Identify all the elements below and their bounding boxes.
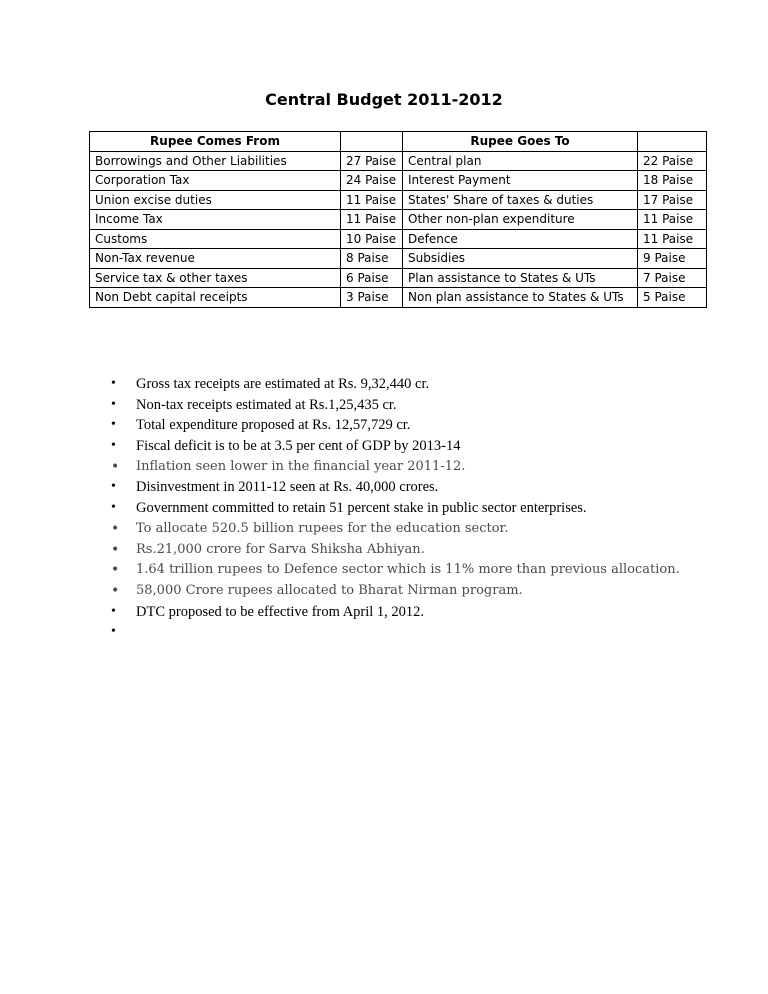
list-item-empty — [0, 622, 680, 643]
source-amount-cell: 11 Paise — [341, 210, 403, 230]
table-row — [90, 190, 707, 210]
list-item: • Fiscal deficit is to be at 3.5 per cent of GDP by 2013-14 — [0, 436, 680, 457]
source-amount-cell: 8 Paise — [341, 249, 403, 269]
use-amount-cell: 11 Paise — [638, 229, 707, 249]
source-amount-cell: 10 Paise — [341, 229, 403, 249]
source-amount-cell: 24 Paise — [341, 171, 403, 191]
use-amount-cell: 7 Paise — [638, 268, 707, 288]
table-header-row — [90, 132, 707, 152]
use-amount-cell: 22 Paise — [638, 151, 707, 171]
list-item: • Government committed to retain 51 percent stake in public sector enterprises. — [0, 498, 680, 519]
list-item: • Rs.21,000 crore for Sarva Shiksha Abhiyan. — [0, 540, 680, 561]
source-amount-cell: 11 Paise — [341, 190, 403, 210]
source-cell: Non Debt capital receipts — [90, 288, 341, 308]
list-item: • 1.64 trillion rupees to Defence sector which is 11% more than previous allocation. — [0, 560, 680, 581]
source-amount-cell: 27 Paise — [341, 151, 403, 171]
table-row — [90, 151, 707, 171]
source-cell: Service tax & other taxes — [90, 268, 341, 288]
use-cell: Other non-plan expenditure — [403, 210, 638, 230]
header-blank-2 — [638, 132, 707, 152]
table-row — [90, 249, 707, 269]
use-amount-cell: 17 Paise — [638, 190, 707, 210]
table-row — [90, 210, 707, 230]
list-item: • Non-tax receipts estimated at Rs.1,25,435 cr. — [0, 395, 680, 416]
header-rupee-comes-from: Rupee Comes From — [90, 132, 341, 152]
list-item: • 58,000 Crore rupees allocated to Bharat Nirman program. — [0, 581, 680, 602]
list-item: • Inflation seen lower in the financial year 2011-12. — [0, 457, 680, 478]
budget-highlights-list — [0, 374, 680, 643]
use-amount-cell: 18 Paise — [638, 171, 707, 191]
source-cell: Borrowings and Other Liabilities — [90, 151, 341, 171]
use-cell: Non plan assistance to States & UTs — [403, 288, 638, 308]
source-cell: Non-Tax revenue — [90, 249, 341, 269]
list-item: • Gross tax receipts are estimated at Rs. 9,32,440 cr. — [0, 374, 680, 395]
list-item: • DTC proposed to be effective from April 1, 2012. — [0, 602, 680, 623]
use-amount-cell: 9 Paise — [638, 249, 707, 269]
list-item: • Disinvestment in 2011-12 seen at Rs. 40,000 crores. — [0, 477, 680, 498]
table-row — [90, 171, 707, 191]
use-cell: Interest Payment — [403, 171, 638, 191]
source-cell: Customs — [90, 229, 341, 249]
list-item: • To allocate 520.5 billion rupees for the education sector. — [0, 519, 680, 540]
budget-table — [89, 131, 707, 308]
use-cell: Plan assistance to States & UTs — [403, 268, 638, 288]
use-amount-cell: 11 Paise — [638, 210, 707, 230]
use-cell: Subsidies — [403, 249, 638, 269]
use-amount-cell: 5 Paise — [638, 288, 707, 308]
source-amount-cell: 3 Paise — [341, 288, 403, 308]
use-cell: Defence — [403, 229, 638, 249]
use-cell: States' Share of taxes & duties — [403, 190, 638, 210]
source-cell: Corporation Tax — [90, 171, 341, 191]
table-row — [90, 288, 707, 308]
table-row — [90, 229, 707, 249]
list-item: • Total expenditure proposed at Rs. 12,57,729 cr. — [0, 415, 680, 436]
table-row — [90, 268, 707, 288]
use-cell: Central plan — [403, 151, 638, 171]
header-blank-1 — [341, 132, 403, 152]
header-rupee-goes-to: Rupee Goes To — [403, 132, 638, 152]
source-amount-cell: 6 Paise — [341, 268, 403, 288]
source-cell: Income Tax — [90, 210, 341, 230]
document-title: Central Budget 2011-2012 — [265, 90, 503, 109]
source-cell: Union excise duties — [90, 190, 341, 210]
